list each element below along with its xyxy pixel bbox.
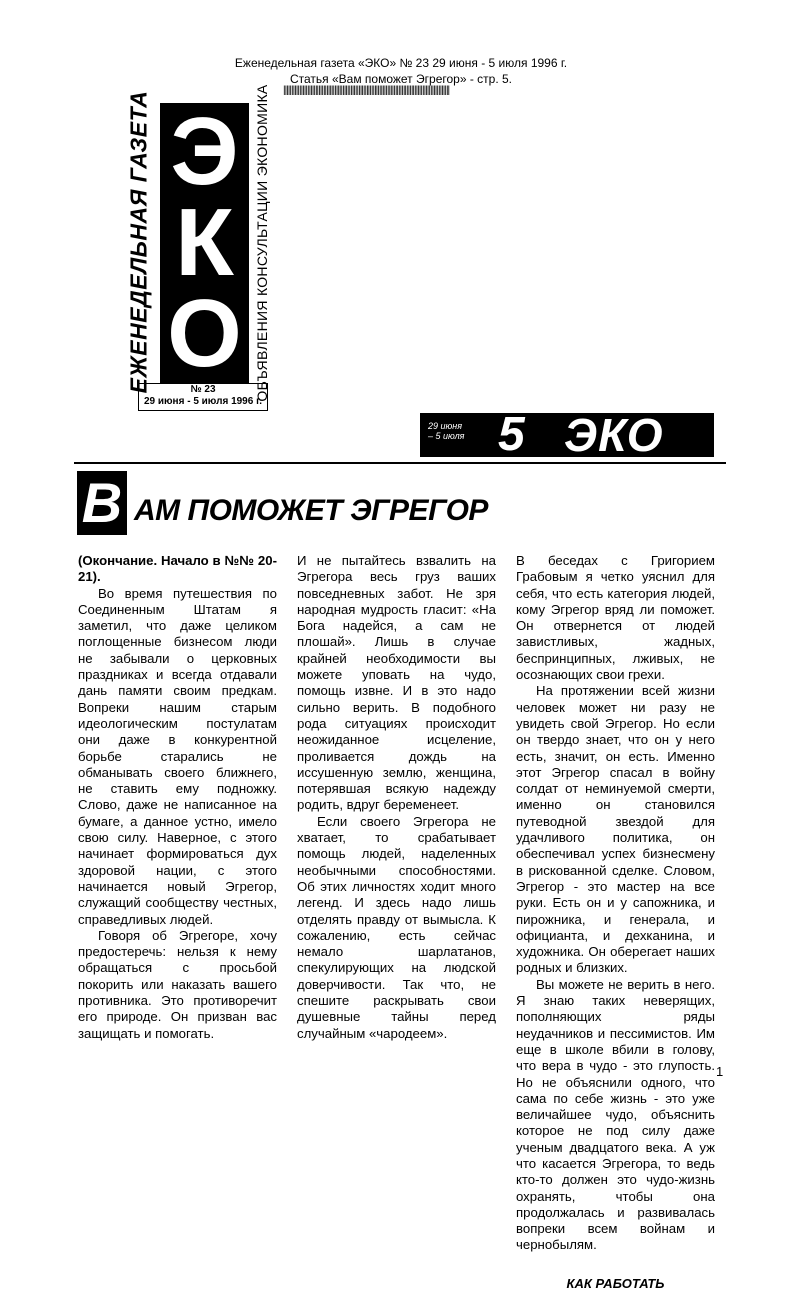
article-paragraph: В беседах с Григорием Грабовым я четко уяснил для себя, что есть категория людей, кому Эгрегор вряд ли поможет. Он отвернется от людей завистливых, жадных, беспринципных, лживых, не осознающих свои грехи.	[516, 553, 715, 683]
masthead-vertical-title-text: ЕЖЕНЕДЕЛЬНАЯ ГАЗЕТА	[125, 90, 152, 394]
article-title: АМ ПОМОЖЕТ ЭГРЕГОР	[134, 494, 488, 527]
article-paragraph: Вы можете не верить в него. Я знаю таких неверящих, пополняющих ряды неудачников и пессимистов. Им еще в школе вбили в голову, что вера в чудо - это глупость. Но не объяснили одного, что сама по себе жизнь - это уже величайшее чудо, объяснить которое не под силу даже ученым двадцатого века. А уж что касается Эгрегора, то ведь кто-то должен это чудо-жизнь охранять, чтобы она продолжалась и развивалась вопреки всем войнам и чернобылям.	[516, 976, 715, 1253]
article-paragraph: Говоря об Эгрегоре, хочу предостеречь: нельзя к нему обращаться с просьбой покорить или наказать вашего противника. Это противоречит его природе. Он призван вас защищать и помогать.	[78, 927, 277, 1041]
title-initial: В	[77, 471, 127, 535]
issue-box	[138, 383, 268, 411]
article-column-1	[78, 553, 277, 1042]
badge-page-number: 5	[498, 408, 525, 461]
badge-date-2: – 5 июля	[428, 431, 465, 441]
masthead-side-text-content: ОБЪЯВЛЕНИЯ КОНСУЛЬТАЦИИ ЭКОНОМИКА	[254, 84, 270, 402]
badge-dates	[428, 421, 464, 441]
article-column-3	[516, 553, 715, 1292]
masthead-letter-3: О	[167, 280, 242, 387]
article-paragraph: На протяжении всей жизни человек может ни разу не увидеть свой Эгрегор. Но если он твердо знает, что он у него есть, значит, он есть. Именно этот Эгрегор спасал в войну солдат от неминуемой смерти, именно он становился путеводной звездой для удачливого политика, он обеспечивал успех бизнесмену в рискованной сделке. Словом, Эгрегор - это мастер на все руки. Есть он и у сапожника, и пирожника, и генерала, и официанта, и дехканина, и художника. Он оберегает наших родных и близких.	[516, 683, 715, 976]
masthead-vertical-title	[121, 90, 157, 394]
article-paragraph: И не пытайтесь взвалить на Эгрегора весь груз ваших повседневных забот. Не зря народная мудрость гласит: «На Бога надейся, а сам не плошай». Лишь в случае крайней необходимости вы можете уповать на чудо, помощь извне. И в это надо сильно верить. В подобного рода ситуациях происходит неожиданное исцеление, проливается дождь на иссушенную землю, женщина, потерявшая всякую надежду родить, вдруг беременеет.	[297, 553, 496, 813]
article-paragraph: Во время путешествия по Соединенным Штатам я заметил, что даже целиком поглощенные бизнесом люди не забывали о церковных праздниках и всегда отдавали дань памяти своим предкам. Вопреки нашим старым идеологическим постулатам они даже в конкурентной борьбе старались не обманывать своего ближнего, не ставить ему подножку. Слово, даже не написанное на бумаге, а данное устно, имело свою силу. Наверное, с этого начинает формироваться дух здоровой нации, с этого начинается новый Эгрегор, служащий сообществу честных, справедливых людей.	[78, 585, 277, 927]
article-subheading: КАК РАБОТАТЬ	[566, 1275, 665, 1291]
page-number: 1	[716, 1064, 724, 1079]
masthead-letter-2: К	[175, 189, 234, 296]
article-paragraph: Если своего Эгрегора не хватает, то срабатывает помощь людей, наделенных необычными способностями. Об этих личностях ходит много легенд. И здесь надо лишь отделять правду от вымысла. К сожалению, есть сейчас немало шарлатанов, спекулирующих на людской доверчивости. Так что, не спешите раскрывать свои душевные тайны перед случайным «чародеем».	[297, 813, 496, 1041]
article-column-2	[297, 553, 496, 1042]
issue-dates: 29 июня - 5 июля 1996 г.	[143, 396, 263, 407]
divider-rule	[74, 462, 726, 464]
issue-number: № 23	[190, 384, 216, 395]
header-line-2: Статья «Вам поможет Эгрегор» - стр. 5.	[289, 72, 513, 86]
section-badge	[420, 408, 714, 461]
masthead-logo	[160, 98, 249, 387]
header-line-3: ||||||||||||||||||||||||||||||||||||||||||||||||||||||||||||||||||||||||||||||||||||||||||||||||||||||||	[283, 85, 450, 96]
badge-brand: ЭКО	[564, 409, 664, 461]
masthead-letter-1: Э	[170, 98, 239, 205]
article-lead: (Окончание. Начало в №№ 20-21).	[78, 553, 277, 585]
badge-date-1: 29 июня	[428, 421, 463, 431]
masthead-side-text	[251, 84, 273, 402]
header-line-1: Еженедельная газета «ЭКО» № 23 29 июня - 5 июля 1996 г.	[234, 56, 568, 70]
